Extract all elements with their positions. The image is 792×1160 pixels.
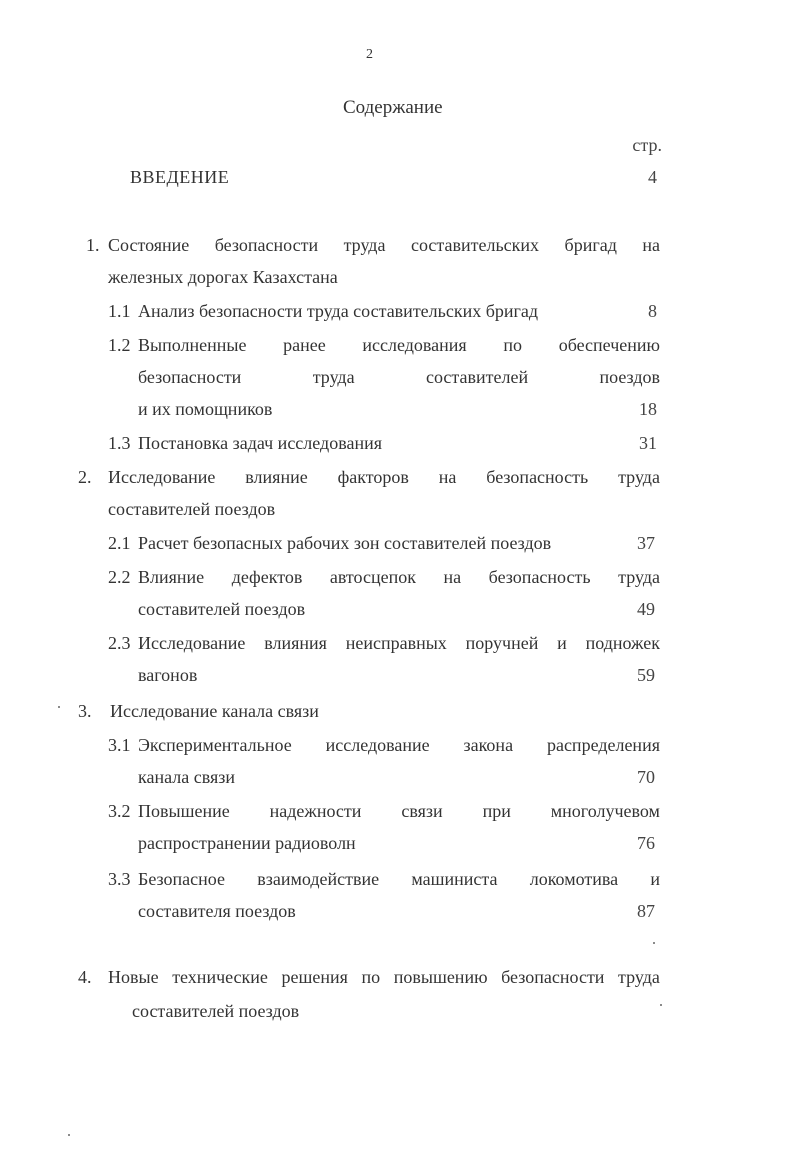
toc-2-2-number: 2.2 <box>108 567 131 587</box>
toc-2-3-title-cont: вагонов <box>138 665 198 685</box>
page-number: 2 <box>366 47 373 62</box>
toc-1-1-title: Анализ безопасности труда составительских бригад <box>138 301 539 321</box>
toc-3-3-title: Безопасное взаимодействие машиниста локомотива и <box>138 869 660 889</box>
toc-2-3-title: Исследование влияния неисправных поручней и подножек <box>138 633 660 653</box>
toc-ch4-number: 4. <box>78 967 92 987</box>
toc-3-2-title: Повышение надежности связи при многолучевом <box>138 801 660 821</box>
toc-2-2-title-cont: составителей поездов <box>138 599 306 619</box>
toc-1-2-title-cont2: и их помощников <box>138 399 273 419</box>
toc-3-3-page: 87 <box>637 901 655 921</box>
toc-3-2-title-cont: распространении радиоволн <box>138 833 356 853</box>
toc-1-3-page: 31 <box>639 433 657 453</box>
toc-2-2-page: 49 <box>637 599 655 619</box>
toc-1-1-page: 8 <box>648 301 657 321</box>
toc-ch4-title-cont: составителей поездов <box>132 1001 300 1021</box>
toc-1-2-number: 1.2 <box>108 335 131 355</box>
toc-3-2-number: 3.2 <box>108 801 131 821</box>
page-column-header: стр. <box>632 135 662 155</box>
toc-ch3-title: Исследование канала связи <box>110 701 319 721</box>
toc-ch1-number: 1. <box>86 235 100 255</box>
scan-speck <box>58 706 60 708</box>
toc-intro-label: ВВЕДЕНИЕ <box>130 167 230 187</box>
toc-2-1-page: 37 <box>637 533 655 553</box>
toc-1-3-title: Постановка задач исследования <box>138 433 382 453</box>
toc-3-1-title: Экспериментальное исследование закона распределения <box>138 735 660 755</box>
toc-3-1-number: 3.1 <box>108 735 131 755</box>
toc-3-2-page: 76 <box>637 833 655 853</box>
toc-2-3-page: 59 <box>637 665 655 685</box>
scan-speck <box>653 942 655 944</box>
toc-ch2-number: 2. <box>78 467 92 487</box>
toc-ch1-title: Состояние безопасности труда составительских бригад на <box>108 235 660 255</box>
toc-ch2-title: Исследование влияние факторов на безопасность труда <box>108 467 660 487</box>
toc-ch3-number: 3. <box>78 701 92 721</box>
toc-2-3-number: 2.3 <box>108 633 131 653</box>
toc-3-3-number: 3.3 <box>108 869 131 889</box>
toc-1-2-title-cont: безопасности труда составителей поездов <box>138 367 660 387</box>
scan-speck <box>660 1004 662 1006</box>
toc-1-3-number: 1.3 <box>108 433 131 453</box>
toc-3-1-title-cont: канала связи <box>138 767 235 787</box>
toc-3-1-page: 70 <box>637 767 655 787</box>
toc-1-2-title: Выполненные ранее исследования по обеспечению <box>138 335 660 355</box>
toc-ch1-title-cont: железных дорогах Казахстана <box>108 267 338 287</box>
toc-2-2-title: Влияние дефектов автосцепок на безопасность труда <box>138 567 660 587</box>
toc-2-1-number: 2.1 <box>108 533 131 553</box>
toc-ch2-title-cont: составителей поездов <box>108 499 276 519</box>
toc-ch4-title: Новые технические решения по повышению безопасности труда <box>108 967 660 987</box>
toc-3-3-title-cont: составителя поездов <box>138 901 296 921</box>
toc-intro-page: 4 <box>648 167 657 187</box>
toc-1-2-page: 18 <box>639 399 657 419</box>
scan-speck <box>68 1134 70 1136</box>
toc-2-1-title: Расчет безопасных рабочих зон составителей поездов <box>138 533 552 553</box>
toc-1-1-number: 1.1 <box>108 301 131 321</box>
page-title: Содержание <box>343 97 443 118</box>
